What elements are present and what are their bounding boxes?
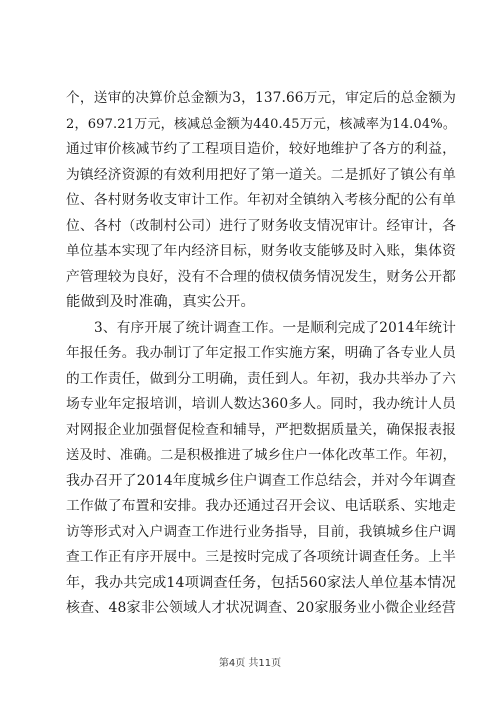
text-line: 个，送审的决算价总金额为3，137.66万元，审定后的总金额为 [66, 90, 456, 106]
paragraph-start-line: 3、有序开展了统计调查工作。一是顺利完成了2014年统计 [94, 319, 456, 336]
body-text [66, 86, 456, 622]
text-line: 我办召开了2014年度城乡住户调查工作总结会，并对今年调查 [66, 472, 456, 489]
text-line: 2，697.21万元，核减总金额为440.45万元，核减率为14.04%。 [66, 116, 456, 132]
text-line: 位、各村（改制村公司）进行了财务收支情况审计。经审计，各 [66, 217, 456, 234]
text-line: 送及时、准确。二是积极推进了城乡住户一体化改革工作。年初， [66, 448, 456, 463]
text-line: 为镇经济资源的有效利用把好了第一道关。二是抓好了镇公有单 [66, 166, 456, 183]
text-line: 能做到及时准确，真实公开。 [66, 294, 256, 310]
text-line: 场专业年定报培训，培训人数达360多人。同时，我办统计人员 [66, 396, 456, 412]
text-line: 对网报企业加强督促检查和辅导，严把数据质量关，确保报表报 [66, 421, 456, 438]
text-line: 工作做了布置和安排。我办还通过召开会议、电话联系、实地走 [66, 498, 456, 514]
text-line: 年，我办共完成14项调查任务，包括560家法人单位基本情况 [66, 574, 456, 591]
text-line: 年报任务。我办制订了年定报工作实施方案，明确了各专业人员 [66, 345, 456, 361]
text-line: 通过审价核减节约了工程项目造价，较好地维护了各方的利益， [66, 141, 456, 157]
text-line: 位、各村财务收支审计工作。年初对全镇纳入考核分配的公有单 [66, 192, 456, 208]
text-line: 访等形式对入户调查工作进行业务指导，目前，我镇城乡住户调 [66, 523, 456, 540]
text-line: 产管理较为良好，没有不合理的债权债务情况发生，财务公开都 [66, 268, 456, 285]
text-line: 的工作责任，做到分工明确，责任到人。年初，我办共举办了六 [66, 370, 456, 387]
text-line: 核查、48家非公领域人才状况调查、20家服务业小微企业经营 [66, 600, 456, 616]
text-line: 单位基本实现了年内经济目标，财务收支能够及时入账，集体资 [66, 243, 456, 259]
text-line: 查工作正有序开展中。三是按时完成了各项统计调查任务。上半 [66, 549, 456, 565]
page-number-footer: 第4页 共11页 [218, 658, 282, 669]
